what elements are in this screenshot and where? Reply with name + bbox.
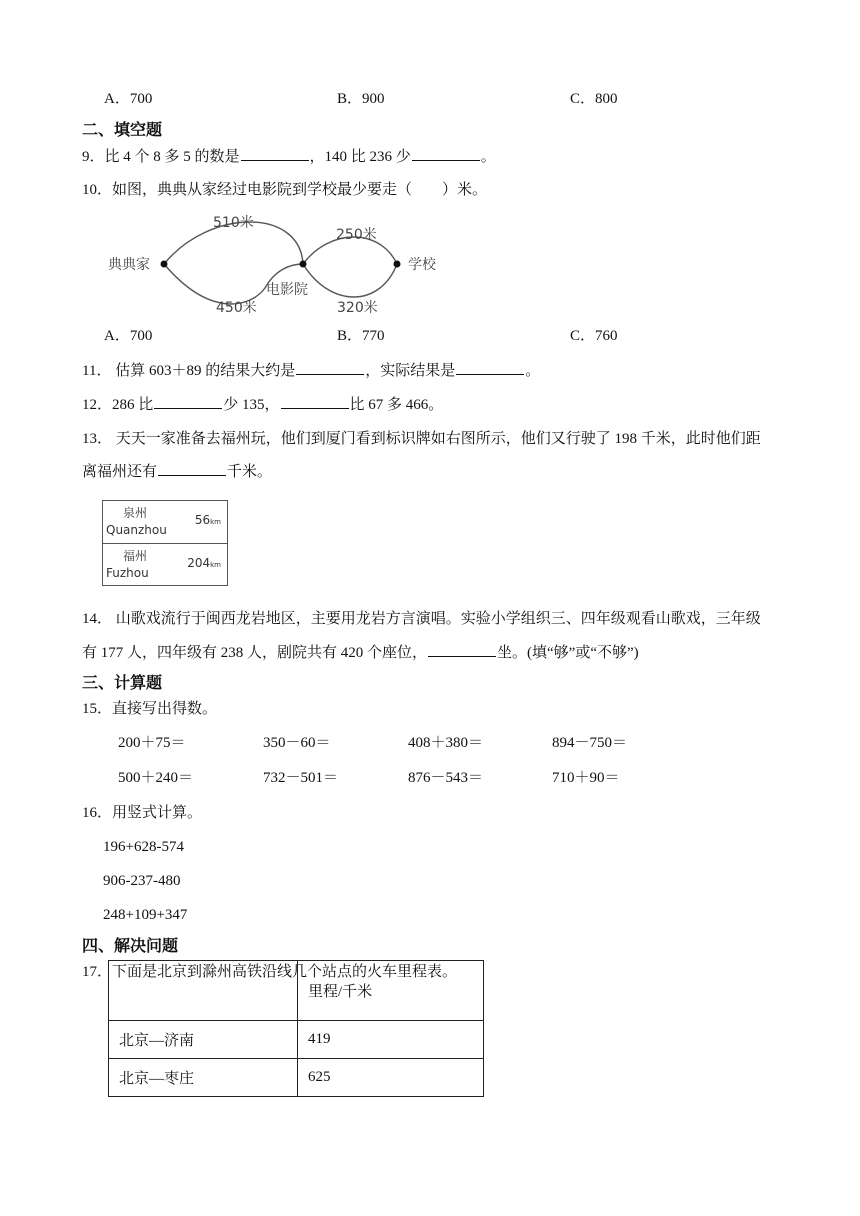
q12-text-a: 12．286 比	[82, 397, 154, 413]
q9-text-b: ，140 比 236 少	[309, 149, 411, 165]
q10-option-a: A．700	[104, 328, 153, 344]
q8-option-a: A．700	[104, 91, 153, 107]
vertical-calc-item: 196+628-574	[103, 839, 184, 855]
calc-item: 408＋380＝	[408, 735, 484, 751]
table-cell-route: 北京—济南	[109, 1021, 298, 1059]
distance-320-label: 320米	[337, 300, 378, 316]
route-diagram	[100, 208, 450, 320]
table-cell-route: 北京—枣庄	[109, 1059, 298, 1097]
sign-city-cn: 泉州	[123, 506, 148, 520]
answer-blank[interactable]	[412, 146, 480, 161]
sign-distance-value: 56	[194, 513, 211, 527]
q13-text-b: 千米。	[227, 464, 273, 480]
question-10: 10．如图，典典从家经过电影院到学校最少要走（ ）米。	[82, 182, 488, 198]
sign-distance-unit: km	[210, 518, 221, 526]
q12-text-b: 少 135，	[223, 397, 280, 413]
school-dot	[394, 261, 401, 268]
sign-city-en: Quanzhou	[106, 523, 167, 537]
question-11	[82, 360, 540, 381]
section-heading-problem-solving: 四、解决问题	[82, 936, 179, 955]
q12-text-c: 比 67 多 466。	[349, 397, 444, 413]
section-heading-fill-blank: 二、填空题	[82, 120, 163, 139]
table-cell-distance: 625	[298, 1059, 484, 1097]
question-9	[82, 146, 496, 167]
calc-item: 350－60＝	[263, 735, 331, 751]
q9-text-a: 9．比 4 个 8 多 5 的数是	[82, 149, 240, 165]
question-13-line1: 13． 天天一家准备去福州玩，他们到厦门看到标识牌如右图所示，他们又行驶了 198 千米，此时他们距	[82, 431, 761, 447]
answer-blank[interactable]	[456, 360, 524, 375]
question-16: 16．用竖式计算。	[82, 805, 203, 821]
answer-blank[interactable]	[154, 394, 222, 409]
q8-option-c: C．800	[570, 91, 618, 107]
q14-text-b: 坐。(填“够”或“不够”)	[497, 645, 639, 661]
cinema-label: 电影院	[266, 282, 308, 298]
table-header-cell	[109, 961, 298, 1021]
sign-city-cn: 福州	[123, 549, 148, 563]
distance-450-label: 450米	[216, 300, 257, 316]
q10-option-c: C．760	[570, 328, 618, 344]
calc-item: 710＋90＝	[552, 770, 620, 786]
q10-option-b: B．770	[337, 328, 385, 344]
q11-text-c: 。	[525, 363, 541, 379]
table-header-row	[109, 961, 484, 1021]
table-header-cell: 里程/千米	[298, 961, 484, 1021]
question-15: 15．直接写出得数。	[82, 701, 218, 717]
question-17: 17．下面是北京到滁州高铁沿线几个站点的火车里程表。	[82, 964, 458, 980]
answer-blank[interactable]	[428, 642, 496, 657]
home-label: 典典家	[108, 257, 150, 273]
q11-text-a: 11． 估算 603＋89 的结果大约是	[82, 363, 296, 379]
q11-text-b: ，实际结果是	[365, 363, 456, 379]
home-dot	[161, 261, 168, 268]
calc-item: 500＋240＝	[118, 770, 194, 786]
question-13-line2	[82, 461, 272, 482]
school-label: 学校	[408, 257, 436, 273]
section-heading-calculation: 三、计算题	[82, 673, 163, 692]
q14-text-a: 有 177 人，四年级有 238 人，剧院共有 420 个座位，	[82, 645, 428, 661]
vertical-calc-item: 248+109+347	[103, 907, 188, 923]
calc-item: 876－543＝	[408, 770, 484, 786]
table-row	[109, 1021, 484, 1059]
q8-option-b: B．900	[337, 91, 385, 107]
q13-text-a: 离福州还有	[82, 464, 158, 480]
mileage-table	[108, 960, 484, 1097]
sign-distance	[187, 556, 221, 570]
vertical-calc-item: 906-237-480	[103, 873, 181, 889]
question-12	[82, 394, 443, 415]
question-14-line1: 14． 山歌戏流行于闽西龙岩地区，主要用龙岩方言演唱。实验小学组织三、四年级观看山歌戏，三年级	[82, 611, 761, 627]
calc-item: 200＋75＝	[118, 735, 186, 751]
q9-text-c: 。	[480, 149, 496, 165]
distance-510-label: 510米	[213, 215, 254, 231]
road-sign	[102, 500, 228, 586]
answer-blank[interactable]	[241, 146, 309, 161]
question-14-line2	[82, 642, 639, 663]
sign-row-quanzhou	[103, 501, 227, 544]
sign-distance	[195, 513, 221, 527]
sign-row-fuzhou	[103, 544, 227, 586]
calc-item: 894－750＝	[552, 735, 628, 751]
calc-item: 732－501＝	[263, 770, 339, 786]
answer-blank[interactable]	[281, 394, 349, 409]
distance-250-label: 250米	[336, 227, 377, 243]
sign-distance-unit: km	[210, 561, 221, 569]
sign-distance-value: 204	[187, 556, 211, 570]
cinema-dot	[300, 261, 307, 268]
table-row	[109, 1059, 484, 1097]
route-cinema-to-school-bottom	[303, 264, 397, 297]
sign-city-en: Fuzhou	[106, 566, 149, 580]
table-cell-distance: 419	[298, 1021, 484, 1059]
answer-blank[interactable]	[296, 360, 364, 375]
answer-blank[interactable]	[158, 461, 226, 476]
